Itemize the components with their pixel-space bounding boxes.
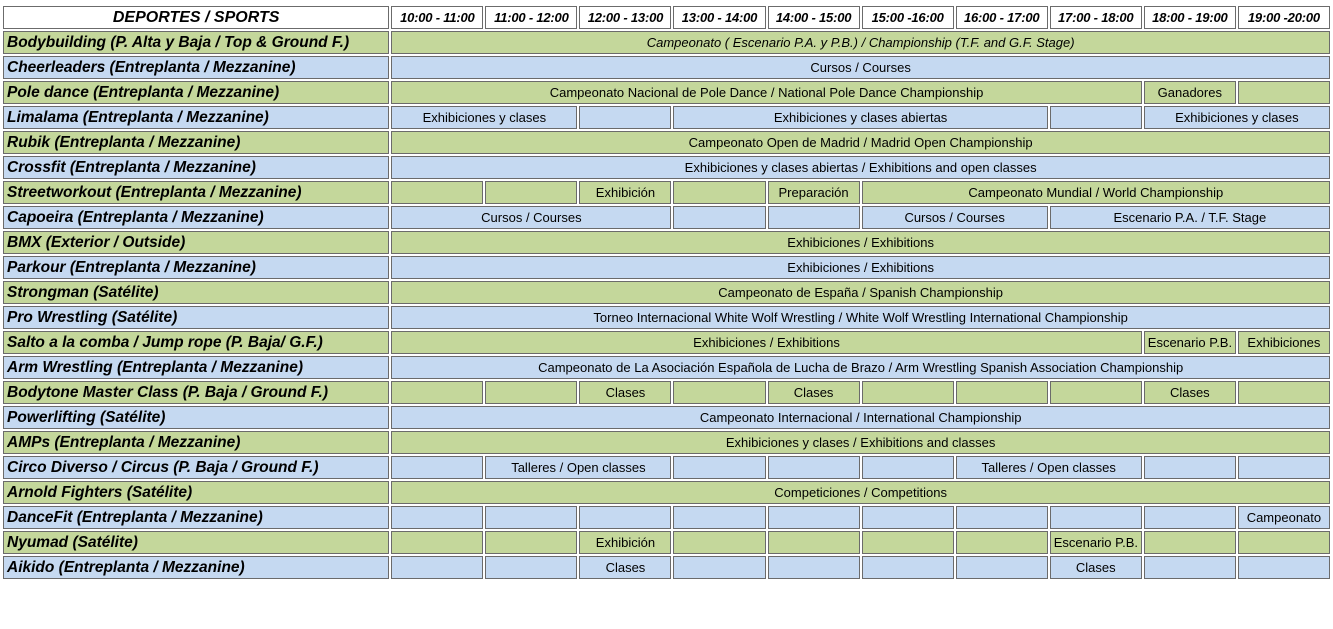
empty-cell xyxy=(673,206,765,229)
empty-cell xyxy=(485,506,577,529)
empty-cell xyxy=(391,181,483,204)
empty-cell xyxy=(673,506,765,529)
sport-name: Rubik (Entreplanta / Mezzanine) xyxy=(3,131,389,154)
empty-cell xyxy=(1238,556,1330,579)
schedule-body xyxy=(3,31,1330,579)
schedule-row xyxy=(3,131,1330,154)
event-cell: Cursos / Courses xyxy=(391,206,671,229)
event-cell: Clases xyxy=(1050,556,1142,579)
empty-cell xyxy=(956,381,1048,404)
empty-cell xyxy=(673,181,765,204)
empty-cell xyxy=(768,556,860,579)
event-cell: Talleres / Open classes xyxy=(956,456,1142,479)
schedule-row xyxy=(3,356,1330,379)
time-slot-header: 11:00 - 12:00 xyxy=(485,6,577,29)
time-slot-header: 19:00 -20:00 xyxy=(1238,6,1330,29)
event-cell: Campeonato de La Asociación Española de Lucha de Brazo / Arm Wrestling Spanish Association Championship xyxy=(391,356,1330,379)
schedule-row xyxy=(3,381,1330,404)
schedule-row xyxy=(3,281,1330,304)
schedule-row xyxy=(3,306,1330,329)
time-slot-header: 16:00 - 17:00 xyxy=(956,6,1048,29)
empty-cell xyxy=(673,381,765,404)
empty-cell xyxy=(1050,381,1142,404)
empty-cell xyxy=(391,456,483,479)
schedule-header xyxy=(3,6,1330,29)
empty-cell xyxy=(579,106,671,129)
event-cell: Escenario P.A. / T.F. Stage xyxy=(1050,206,1330,229)
time-slot-header: 13:00 - 14:00 xyxy=(673,6,765,29)
schedule-row xyxy=(3,406,1330,429)
empty-cell xyxy=(768,506,860,529)
empty-cell xyxy=(956,506,1048,529)
schedule-row xyxy=(3,231,1330,254)
schedule-row xyxy=(3,181,1330,204)
time-slot-header: 15:00 -16:00 xyxy=(862,6,954,29)
empty-cell xyxy=(391,381,483,404)
schedule-row xyxy=(3,331,1330,354)
event-cell: Clases xyxy=(579,381,671,404)
empty-cell xyxy=(862,456,954,479)
sport-name: Strongman (Satélite) xyxy=(3,281,389,304)
sport-name: Salto a la comba / Jump rope (P. Baja/ G.F.) xyxy=(3,331,389,354)
empty-cell xyxy=(485,556,577,579)
sport-name: Cheerleaders (Entreplanta / Mezzanine) xyxy=(3,56,389,79)
event-cell: Campeonato Open de Madrid / Madrid Open Championship xyxy=(391,131,1330,154)
event-cell: Campeonato xyxy=(1238,506,1330,529)
schedule-row xyxy=(3,206,1330,229)
sport-name: Pro Wrestling (Satélite) xyxy=(3,306,389,329)
event-cell: Exhibiciones / Exhibitions xyxy=(391,331,1142,354)
sport-name: BMX (Exterior / Outside) xyxy=(3,231,389,254)
empty-cell xyxy=(768,531,860,554)
event-cell: Campeonato Mundial / World Championship xyxy=(862,181,1330,204)
event-cell: Exhibición xyxy=(579,531,671,554)
schedule-row xyxy=(3,81,1330,104)
empty-cell xyxy=(768,456,860,479)
event-cell: Competiciones / Competitions xyxy=(391,481,1330,504)
empty-cell xyxy=(1238,531,1330,554)
schedule-table xyxy=(1,4,1332,581)
event-cell: Clases xyxy=(1144,381,1236,404)
sport-name: Streetworkout (Entreplanta / Mezzanine) xyxy=(3,181,389,204)
empty-cell xyxy=(673,456,765,479)
event-cell: Exhibiciones / Exhibitions xyxy=(391,256,1330,279)
schedule-row xyxy=(3,156,1330,179)
sport-name: Capoeira (Entreplanta / Mezzanine) xyxy=(3,206,389,229)
sport-name: Pole dance (Entreplanta / Mezzanine) xyxy=(3,81,389,104)
schedule-row xyxy=(3,531,1330,554)
empty-cell xyxy=(391,531,483,554)
event-cell: Exhibiciones xyxy=(1238,331,1330,354)
empty-cell xyxy=(1238,456,1330,479)
event-cell: Preparación xyxy=(768,181,860,204)
schedule-row xyxy=(3,481,1330,504)
event-cell: Torneo Internacional White Wolf Wrestling / White Wolf Wrestling International Championship xyxy=(391,306,1330,329)
sport-name: Arnold Fighters (Satélite) xyxy=(3,481,389,504)
empty-cell xyxy=(485,381,577,404)
time-slot-header: 10:00 - 11:00 xyxy=(391,6,483,29)
schedule-row xyxy=(3,256,1330,279)
sport-name: Limalama (Entreplanta / Mezzanine) xyxy=(3,106,389,129)
schedule-row xyxy=(3,431,1330,454)
event-cell: Escenario P.B. xyxy=(1144,331,1236,354)
event-cell: Exhibición xyxy=(579,181,671,204)
sport-name: Aikido (Entreplanta / Mezzanine) xyxy=(3,556,389,579)
event-cell: Campeonato de España / Spanish Championship xyxy=(391,281,1330,304)
sport-name: Parkour (Entreplanta / Mezzanine) xyxy=(3,256,389,279)
sport-name: AMPs (Entreplanta / Mezzanine) xyxy=(3,431,389,454)
time-slot-header: 18:00 - 19:00 xyxy=(1144,6,1236,29)
event-cell: Campeonato Nacional de Pole Dance / National Pole Dance Championship xyxy=(391,81,1142,104)
event-cell: Exhibiciones y clases abiertas / Exhibitions and open classes xyxy=(391,156,1330,179)
empty-cell xyxy=(862,531,954,554)
sport-name: Circo Diverso / Circus (P. Baja / Ground F.) xyxy=(3,456,389,479)
empty-cell xyxy=(862,556,954,579)
empty-cell xyxy=(391,506,483,529)
schedule-row xyxy=(3,506,1330,529)
schedule-row xyxy=(3,31,1330,54)
time-slot-header: 14:00 - 15:00 xyxy=(768,6,860,29)
empty-cell xyxy=(862,506,954,529)
empty-cell xyxy=(1144,556,1236,579)
event-cell: Campeonato ( Escenario P.A. y P.B.) / Championship (T.F. and G.F. Stage) xyxy=(391,31,1330,54)
sport-name: Crossfit (Entreplanta / Mezzanine) xyxy=(3,156,389,179)
empty-cell xyxy=(1144,506,1236,529)
empty-cell xyxy=(956,531,1048,554)
time-slot-header: 17:00 - 18:00 xyxy=(1050,6,1142,29)
empty-cell xyxy=(862,381,954,404)
empty-cell xyxy=(1050,106,1142,129)
schedule-row xyxy=(3,456,1330,479)
sport-column-header: DEPORTES / SPORTS xyxy=(3,6,389,29)
empty-cell xyxy=(485,531,577,554)
event-cell: Exhibiciones y clases abiertas xyxy=(673,106,1047,129)
event-cell: Campeonato Internacional / International Championship xyxy=(391,406,1330,429)
sport-name: Bodytone Master Class (P. Baja / Ground F.) xyxy=(3,381,389,404)
time-slot-header: 12:00 - 13:00 xyxy=(579,6,671,29)
event-cell: Cursos / Courses xyxy=(391,56,1330,79)
header-row xyxy=(3,6,1330,29)
event-cell: Clases xyxy=(579,556,671,579)
empty-cell xyxy=(673,531,765,554)
empty-cell xyxy=(579,506,671,529)
empty-cell xyxy=(485,181,577,204)
sport-name: Arm Wrestling (Entreplanta / Mezzanine) xyxy=(3,356,389,379)
schedule-row xyxy=(3,106,1330,129)
empty-cell xyxy=(1144,531,1236,554)
event-cell: Clases xyxy=(768,381,860,404)
empty-cell xyxy=(1238,81,1330,104)
sport-name: Nyumad (Satélite) xyxy=(3,531,389,554)
empty-cell xyxy=(1144,456,1236,479)
sport-name: DanceFit (Entreplanta / Mezzanine) xyxy=(3,506,389,529)
empty-cell xyxy=(1050,506,1142,529)
schedule-row xyxy=(3,556,1330,579)
event-cell: Talleres / Open classes xyxy=(485,456,671,479)
empty-cell xyxy=(673,556,765,579)
sport-name: Bodybuilding (P. Alta y Baja / Top & Ground F.) xyxy=(3,31,389,54)
event-cell: Exhibiciones y clases xyxy=(391,106,577,129)
event-cell: Ganadores xyxy=(1144,81,1236,104)
event-cell: Cursos / Courses xyxy=(862,206,1048,229)
empty-cell xyxy=(768,206,860,229)
event-cell: Exhibiciones y clases / Exhibitions and classes xyxy=(391,431,1330,454)
empty-cell xyxy=(391,556,483,579)
event-cell: Exhibiciones / Exhibitions xyxy=(391,231,1330,254)
event-cell: Exhibiciones y clases xyxy=(1144,106,1330,129)
empty-cell xyxy=(956,556,1048,579)
event-cell: Escenario P.B. xyxy=(1050,531,1142,554)
empty-cell xyxy=(1238,381,1330,404)
schedule-row xyxy=(3,56,1330,79)
sport-name: Powerlifting (Satélite) xyxy=(3,406,389,429)
